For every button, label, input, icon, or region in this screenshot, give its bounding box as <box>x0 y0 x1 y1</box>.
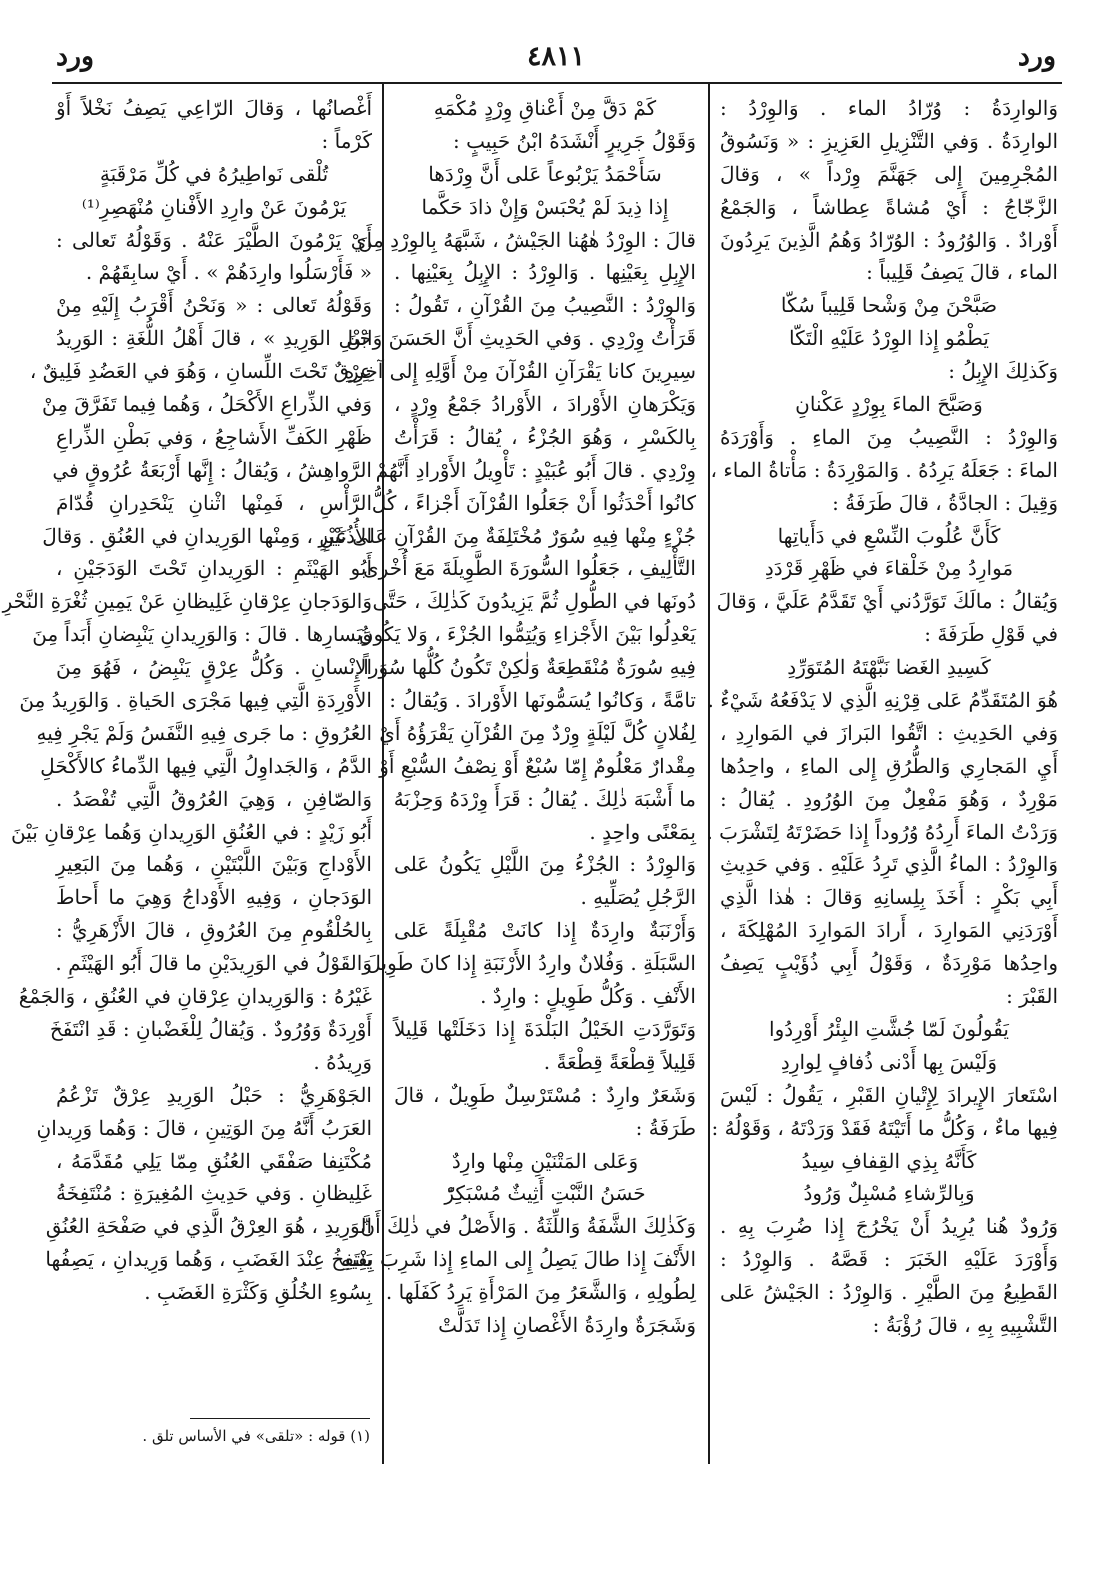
text-line: فِيها ماءٌ ، وَكُلُّ ما أَتَيْتَهُ فَقَدْ وَرَدْتَهُ ، وَقَوْلُهُ : <box>711 1115 1058 1140</box>
text-line: المُجْرِمِينَ إِلى جَهَنَّمَ وِرْداً » ، وَقالَ <box>720 161 1058 186</box>
text-line: التَّأْلِيفِ ، جَعَلُوا السُّورَةَ الطَّوِيلَةَ مَعَ أُخْرى <box>363 556 696 581</box>
text-line: وَالوارِدَةُ : وُرّادُ الماء . وَالوِرْدُ : <box>720 96 1058 120</box>
text-line: أَيِ المَجارِي وَالطُّرُقِ إِلى الماءِ ، واحِدُها <box>720 753 1058 778</box>
text-line: الماءَ : جَعَلَهُ يَرِدُهُ . وَالمَوْرِدَةُ : مَأْتاةُ الماء ، <box>710 457 1058 482</box>
text-line: الوَرِيدِ ، هُوَ العِرْقُ الَّذِي في صَفْحَةِ العُنُقِ <box>45 1214 372 1239</box>
text-line: وَتَوَرَّدَتِ الخَيْلُ البَلْدَةَ إِذا دَخَلَتْها قَلِيلاً <box>394 1016 696 1041</box>
text-line: وَالصّافِنِ ، وَهِيَ العُرُوقُ الَّتِي تُفْصَدُ . <box>56 786 372 811</box>
text-line: الوارِدَةُ . وَفي التَّنْزِيلِ العَزِيزِ : « وَنَسُوقُ <box>720 128 1058 153</box>
footnote-rule <box>190 1418 370 1419</box>
text-line: السَّبَلَةِ . وَفُلانٌ وارِدُ الأَرْنَبَةِ إِذا كانَ طَوِيلَ <box>366 951 696 976</box>
text-line: وَأَوْرَدَ عَلَيْهِ الخَبَرَ : قَصَّهُ . وَالوِرْدُ : <box>720 1247 1058 1272</box>
text-line: العَرَبُ أَنَّهُ مِنَ الوَتِينِ ، قالَ : وَهُما وَرِيدانِ <box>36 1115 372 1140</box>
text-line: جُزْءٍ مِنْها فِيهِ سُوَرٌ مُخْتَلِفَةٌ مِنَ القُرْآنِ عَلى غَيْرِ <box>318 523 696 548</box>
text-line: أَيْ يَرْمُونَ الطَّيْرَ عَنْهُ . وَقَوْلُهُ تَعالى : <box>56 227 372 252</box>
text-line: طَرَفَةُ : <box>635 1115 696 1140</box>
text-line: « فَأَرْسَلُوا وارِدَهُمْ » . أَيْ سابِقَهُمْ . <box>85 260 372 285</box>
text-line: يَطْمُو إِذا الوِرْدُ عَلَيْهِ الْتَكّا <box>789 326 989 351</box>
text-line: ما أَشْبَهَ ذٰلِكَ . يُقالُ : قَرَأَ وِرْدَهُ وَحِزْبَهُ <box>393 786 696 811</box>
text-line: الماء ، قالَ يَصِفُ قَلِيباً : <box>866 260 1058 285</box>
text-line: تامَّةً ، وَكانُوا يُسَمُّونَها الأَوْرادَ . وَيُقالُ : <box>389 688 696 713</box>
text-line: هُوَ المُتَقَدِّمُ عَلى قِرْنِهِ الَّذِي لا يَدْفَعُهُ شَيْءٌ . <box>707 688 1058 713</box>
running-head-left: ورد <box>56 41 95 72</box>
text-line: وَقِيلَ : الجادَّةُ ، قالَ طَرَفَةُ : <box>832 490 1058 515</box>
text-line: الرَّأْسِ ، فَمِنْها اثْنانِ يَنْحَدِرانِ قُدّامَ <box>56 490 372 515</box>
text-line: قالَ : الوِرْدُ هٰهُنا الجَيْشُ ، شَبَّهَهُ بِالوِرْدِ مِنَ <box>357 227 696 252</box>
text-line: لِفُلانٍ كُلَّ لَيْلَةٍ وِرْدٌ مِنَ القُرْآنِ يَقْرَؤُهُ أَيْ <box>379 720 696 745</box>
text-line: وَأَرْنَبَةٌ وارِدَةٌ إِذا كانَتْ مُقْبِلَةً عَلى <box>394 918 696 943</box>
text-line: أَبُو الهَيْثَمِ : الوَرِيدانِ تَحْتَ الوَدَجَيْنِ ، <box>56 556 372 581</box>
text-line: أَوْرَدَنِي المَوارِدَ ، أَرادَ المَوارِدَ المُهْلِكَةَ ، <box>720 918 1058 943</box>
text-line: مُكْتَنِفا صَفْقَي العُنُقِ مِمّا يَلِي مُقَدَّمَهُ ، <box>56 1148 372 1173</box>
text-line: مَوْرِدٌ ، وَهُوَ مَفْعِلٌ مِنَ الوُرُودِ . يُقالُ : <box>720 786 1058 811</box>
text-line: اسْتَعارَ الإِيرادَ لِإِتْيانِ القَبْرِ ، يَقُولُ : لَيْسَ <box>720 1082 1058 1107</box>
text-line: الإِبِلِ بِعَيْنِها . وَالوِرْدُ : الإِبِلُ بِعَيْنِها . <box>394 260 696 285</box>
text-line: الإِنْسانِ . وَكُلُّ عِرْقٍ يَنْبِضُ ، فَهُوَ مِنَ <box>56 655 372 680</box>
text-line: في قَوْلِ طَرَفَةَ : <box>924 622 1058 647</box>
text-line: بِمَعْنًى واحِدٍ . <box>589 819 696 844</box>
text-line: كَرْماً : <box>321 128 372 153</box>
text-line: وِرْدِي . قالَ أَبُو عُبَيْدٍ : تَأْوِيلُ الأَوْرادِ أَنَّهُمْ <box>375 457 696 482</box>
text-line: تُلْقى نَواطِيرُهُ في كُلِّ مَرْقَبَةٍ <box>99 161 329 186</box>
text-line: الوَدَجانِ ، وَفِيهِ الأَوْداجُ وَهِيَ ما أَحاطَ <box>56 885 372 910</box>
text-line: وَيَسارِها . قالَ : وَالوَرِيدانِ يَنْبِضانِ أَبَداً مِنَ <box>32 622 372 647</box>
header-rule <box>52 82 1062 84</box>
text-line: وَقَوْلُهُ تَعالى : « وَنَحْنُ أَقْرَبُ إِلَيْهِ مِنْ <box>56 293 372 318</box>
text-line: الأَنْفِ . وَكُلُّ طَوِيلٍ : وارِدٌ . <box>480 984 696 1009</box>
text-line: قَرَأْتُ وِرْدِي . وَفي الحَدِيثِ أَنَّ الحَسَنَ وَابْنَ <box>346 326 696 351</box>
text-line: الدَّمُ ، وَالجَداوِلُ الَّتِي فِيها الدِّماءُ كالأَكْحَلِ <box>40 753 372 778</box>
text-column-right <box>706 92 1058 1342</box>
text-line: وَصَبَّحَ الماءَ بِوِرْدٍ عَكْنانِ <box>795 392 983 417</box>
page-number: ٤٨١١ <box>526 41 585 72</box>
text-line: أَبُو زَيْدٍ : في العُنُقِ الوَرِيدانِ وَهُما عِرْقانِ بَيْنَ <box>11 819 372 844</box>
text-line: وَالوِرْدُ : النَّصِيبُ مِنَ الماءِ . وَأَوْرَدَهُ <box>720 424 1058 449</box>
text-line: قَلِيلاً قِطْعَةً قِطْعَةً . <box>543 1049 696 1074</box>
text-line: بِالحُلْقُومِ مِنَ العُرُوقِ ، قالَ الأَزْهَرِيُّ : <box>56 918 372 943</box>
text-line: الرَّجُلِ يُصَلِّيهِ . <box>580 885 696 910</box>
text-line: العُرُوقِ : ما جَرى فِيهِ النَّفَسُ وَلَمْ يَجْرِ فِيهِ <box>36 720 372 745</box>
text-line: وَقَوْلُ جَرِيرٍ أَنْشَدَهُ ابْنُ حَبِيبٍ : <box>453 128 696 153</box>
text-column-left <box>2 92 372 1309</box>
column-divider-right <box>708 84 710 1464</box>
text-line: مَوارِدُ مِنْ خَلْقاءَ في ظَهْرِ قَرْدَدِ <box>764 556 1014 581</box>
text-line: صَبَّحْنَ مِنْ وَشْحا قَلِيباً سُكّا <box>780 293 998 318</box>
text-line: أَبِي بَكْرٍ : أَخَذَ بِلِسانِهِ وَقالَ : هٰذا الَّذِي <box>720 885 1058 910</box>
text-line: وَالقَوْلُ في الوَرِيدَيْنِ ما قالَ أَبُو الهَيْثَمِ . <box>55 951 372 976</box>
text-line: كَأَنَّ عُلُوبَ النِّسْعِ في دَأَياتِها <box>777 523 1001 548</box>
text-line: بِسُوءِ الخُلُقِ وَكَثْرَةِ الغَضَبِ . <box>144 1280 372 1305</box>
text-line: الأَنْفَ إِذا طالَ يَصِلُ إِلى الماءِ إِذا شَرِبَ بِفِيهِ <box>341 1247 696 1272</box>
text-line: الأُذُنَيْنِ ، وَمِنْها الوَرِيدانِ في العُنُقِ . وَقالَ <box>42 523 372 548</box>
text-line: وَلَيْسَ بِها أَدْنى ذُفافٍ لِوارِدِ <box>780 1049 998 1074</box>
text-line: الأَوْرِدَةِ الَّتِي فِيها مَجْرَى الحَياةِ . وَالوَرِيدُ مِنَ <box>19 688 372 713</box>
text-line: كَأَنَّهُ بِذِي القِفافِ سِيدُ <box>801 1148 977 1173</box>
text-line: يَنْتَفِخُ عِنْدَ الغَضَبِ ، وَهُما وَرِيدانِ ، يَصِفُها <box>45 1247 372 1272</box>
text-line: وَبِالرِّشاءِ مُسْبِلٌ وَرُودُ <box>803 1181 975 1206</box>
text-line: كَمْ دَقَّ مِنْ أَعْناقِ وِرْدٍ مُكْمَهِ <box>433 96 657 120</box>
text-line: وَعَلى المَتْنَيْنِ مِنْها وارِدٌ <box>451 1148 639 1173</box>
footnote: (١) قوله : «تلقى» في الأساس تلق . <box>142 1427 370 1445</box>
text-line: لِطُولِهِ ، وَالشَّعَرُ مِنَ المَرْأَةِ يَرِدُ كَفَلَها . <box>385 1280 696 1305</box>
text-line: سَأَحْمَدُ يَرْبُوعاً عَلى أَنَّ وِرْدَها <box>428 161 662 186</box>
text-line: الرَّواهِشُ ، وَيُقالُ : إِنَّها أَرْبَعَةُ عُرُوقٍ في <box>52 457 372 482</box>
text-line: وَيُقالُ : مالَكَ تَوَرَّدُني أَيْ تَقَدَّمُ عَلَيَّ ، وَقالَ <box>716 589 1058 614</box>
text-line: الجَوْهَرِيُّ : حَبْلُ الوَرِيدِ عِرْقٌ تَزْعُمُ <box>56 1082 372 1107</box>
text-line: وَشَعَرٌ وارِدٌ : مُسْتَرْسِلٌ طَوِيلٌ ، قالَ <box>394 1082 696 1107</box>
text-line: وَكَذلِكَ الإِبِلُ : <box>948 359 1058 384</box>
text-line: وَشَجَرَةٌ وارِدَةُ الأَغْصانِ إِذا تَدَلَّتْ <box>438 1312 696 1337</box>
text-line: إِذا ذِيدَ لَمْ يُحْبَسْ وَإِنْ ذادَ حَكَّما <box>421 194 669 219</box>
text-line: وَالوِرْدُ : الجُزْءُ مِنَ اللَّيْلِ يَكُونُ عَلى <box>394 852 696 877</box>
text-line: القَبْرَ : <box>1006 984 1058 1009</box>
text-line: بِالكَسْرِ ، وَهُوَ الجُزْءُ ، يُقالُ : قَرَأْتُ <box>394 424 696 449</box>
text-line: وَفي الحَدِيثِ : اتَّقُوا البَرازَ في المَوارِدِ ، <box>720 720 1058 745</box>
text-line: وَرُودٌ هُنا يُرِيدُ أَنْ يَخْرُجَ إِذا ضُرِبَ بِهِ . <box>720 1214 1058 1239</box>
text-line: مِقْدارٌ مَعْلُومٌ إِمّا سُبْعٌ أَوْ نِصْفُ السُّبْعِ أَوْ <box>379 753 696 778</box>
running-head-right: ورد <box>1017 41 1056 72</box>
text-line: غَيْرُهُ : وَالوَرِيدانِ عِرْقانِ في العُنُقِ ، وَالجَمْعُ <box>18 984 372 1009</box>
text-line: التَّشْبِيهِ بِهِ ، قالَ رُؤْبَةُ : <box>872 1312 1058 1337</box>
text-line: وَرَدْتُ الماءَ أَرِدُهُ وُرُوداً إِذا حَضَرْتَهُ لِتَشْرَبَ . <box>706 819 1058 844</box>
text-line: حَسَنُ النَّبْتِ أَثِيثٌ مُسْبَكِرّْ <box>444 1181 646 1206</box>
text-line: وَالوِرْدُ : النَّصِيبُ مِنَ القُرْآنِ ، تَقُولُ : <box>394 293 696 318</box>
text-line: أَوْرِدَةٌ وَوُرُودٌ . وَيُقالُ لِلْغَضْبانِ : قَدِ انْتَفَخَ <box>49 1016 372 1041</box>
text-line: وَالوِرْدُ : الماءُ الَّذِي تَرِدُ عَلَيْهِ . وَفي حَدِيثِ <box>720 852 1058 877</box>
text-line: الأَوْداجِ وَبَيْنَ اللَّبْتَيْنِ ، وَهُما مِنَ البَعِيرِ <box>56 852 372 877</box>
text-line: القَطِيعُ مِنَ الطَّيْرِ . وَالوِرْدُ : الجَيْشُ عَلى <box>720 1280 1058 1305</box>
text-line: دُونَها في الطُّولِ ثُمَّ يَزِيدُونَ كَذٰلِكَ ، حَتَّى <box>372 589 696 614</box>
text-line: أَوْرادٌ . وَالوُرُودُ : الوُرّادُ وَهُمُ الَّذِينَ يَرِدُونَ <box>720 227 1058 252</box>
text-line: فِيهِ سُورَةٌ مُنْقَطِعَةٌ وَلٰكِنْ تَكُونُ كُلُّها سُوَراً <box>363 655 696 680</box>
text-line: حَبْلِ الوَرِيدِ » ، قالَ أَهْلُ اللُّغَةِ : الوَرِيدُ <box>56 326 372 351</box>
text-line: يَرْمُونَ عَنْ وارِدِ الأَفْنانِ مُنْهَصِرِ⁽¹⁾ <box>81 194 347 219</box>
text-line: ظَهْرِ الكَفِّ الأَشاجِعُ ، وَفي بَطْنِ الذِّراعِ <box>56 424 372 449</box>
text-line: كَسِيدِ الغَضا نَبَّهْتَهُ المُتَوَرِّدِ <box>787 655 991 680</box>
text-line: عِرْقٌ تَحْتَ اللِّسانِ ، وَهُوَ في العَضُدِ فَلِيقٌ ، <box>29 359 372 384</box>
text-line: غَلِيظانِ . وَفي حَدِيثِ المُغِيرَةِ : مُنْتَفِخَةُ <box>56 1181 372 1206</box>
text-line: وَرِيدُهُ . <box>313 1049 372 1074</box>
text-line: الزَّجّاجُ : أَيْ مُشاةً عِطاشاً ، وَالجَمْعُ <box>720 194 1058 219</box>
text-line: وَالوَدَجانِ عِرْقانِ غَلِيظانِ عَنْ يَمِينِ ثُغْرَةِ النَّحْرِ <box>2 589 372 614</box>
text-line: واحِدُها مَوْرِدَةٌ ، وَقَوْلُ أَبِي ذُؤَيْبٍ يَصِفُ <box>720 951 1058 976</box>
text-line: كانُوا أَحْدَثُوا أَنْ جَعَلُوا القُرْآنَ أَجْزاءً ، كُلُّ <box>371 490 696 515</box>
text-line: وَكَذٰلِكَ الشَّفَةُ وَاللِّثَةُ . وَالأَصْلُ في ذٰلِكَ أَنَّ <box>360 1214 696 1239</box>
text-line: يَقُولُونَ لَمّا جُشَّتِ البِئْرُ أَوْرِدُوا <box>769 1016 1009 1041</box>
text-line: أَغْصانُها ، وَقالَ الرّاعِي يَصِفُ نَخْلاً أَوْ <box>56 96 372 120</box>
text-line: وَفي الذِّراعِ الأَكْحَلُ ، وَهُما فِيما تَفَرَّقَ مِنْ <box>42 392 372 417</box>
text-line: سِيرِينَ كانا يَقْرَآنِ القُرْآنَ مِنْ أَوَّلِهِ إِلى آخِرِهِ <box>343 359 696 384</box>
text-line: يَعْدِلُوا بَيْنَ الأَجْزاءِ وَيُتِمُّوا الجُزْءَ ، وَلا يَكُونُ <box>358 622 696 647</box>
text-line: وَيَكْرَهانِ الأَوْرادَ ، الأَوْرادُ جَمْعُ وِرْدٍ ، <box>394 392 696 417</box>
